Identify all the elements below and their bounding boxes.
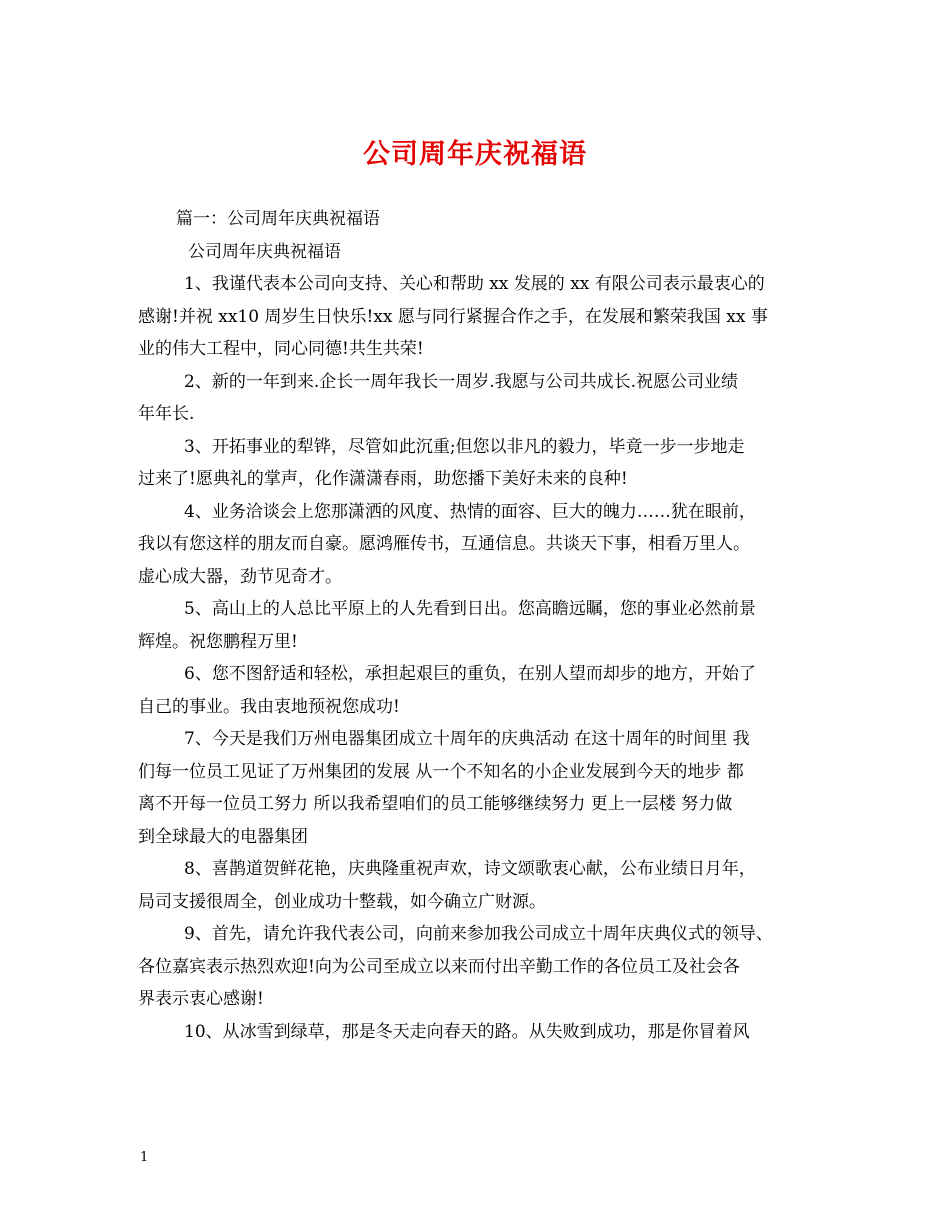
text-line: 10、从冰雪到绿草，那是冬天走向春天的路。从失败到成功，那是你冒着风 <box>184 1021 750 1042</box>
document-body <box>138 203 818 1048</box>
text-line: 过来了!愿典礼的掌声，化作潇潇春雨，助您播下美好未来的良种! <box>138 469 628 489</box>
text-line: 2、新的一年到来.企长一周年我长一周岁.我愿与公司共成长.祝愿公司业绩 <box>184 371 739 392</box>
text-line: 业的伟大工程中，同心同德!共生共荣! <box>138 339 424 359</box>
text-line: 4、业务洽谈会上您那潇洒的风度、热情的面容、巨大的魄力……犹在眼前， <box>184 501 756 522</box>
text-line: 公司周年庆典祝福语 <box>188 241 341 262</box>
text-line: 到全球最大的电器集团 <box>138 826 308 847</box>
text-line: 篇一：公司周年庆典祝福语 <box>176 209 380 229</box>
text-line: 自己的事业。我由衷地预祝您成功! <box>138 696 400 717</box>
text-line: 1、我谨代表本公司向支持、关心和帮助 xx 发展的 xx 有限公司表示最衷心的 <box>184 274 765 294</box>
text-line: 7、今天是我们万州电器集团成立十周年的庆典活动 在这十周年的时间里 我 <box>184 729 750 749</box>
text-line: 各位嘉宾表示热烈欢迎!向为公司至成立以来而付出辛勤工作的各位员工及社会各 <box>138 956 740 977</box>
text-line: 感谢!并祝 xx10 周岁生日快乐!xx 愿与同行紧握合作之手，在发展和繁荣我国 xx 事 <box>138 306 768 327</box>
text-line: 3、开拓事业的犁铧，尽管如此沉重;但您以非凡的毅力，毕竟一步一步地走 <box>184 436 745 457</box>
text-line: 离不开每一位员工努力 所以我希望咱们的员工能够继续努力 更上一层楼 努力做 <box>138 794 733 814</box>
text-line: 我以有您这样的朋友而自豪。愿鸿雁传书，互通信息。共谈天下事，相看万里人。 <box>138 534 750 554</box>
text-line: 5、高山上的人总比平原上的人先看到日出。您高瞻远瞩，您的事业必然前景 <box>184 599 756 619</box>
text-line: 们每一位员工见证了万州集团的发展 从一个不知名的小企业发展到今天的地步 都 <box>138 761 744 782</box>
text-line: 局司支援很周全，创业成功十整载，如今确立广财源。 <box>138 891 546 912</box>
text-line: 虚心成大器，劲节见奇才。 <box>138 566 342 587</box>
text-line: 界表示衷心感谢! <box>138 989 264 1009</box>
text-line: 6、您不图舒适和轻松，承担起艰巨的重负，在别人望而却步的地方，开始了 <box>184 664 756 684</box>
document-title: 公司周年庆祝福语 <box>363 139 587 170</box>
text-line: 年年长. <box>138 404 195 424</box>
page-number: 1 <box>140 1150 149 1165</box>
text-line: 8、喜鹊道贺鲜花艳，庆典隆重祝声欢，诗文颂歌衷心献，公布业绩日月年， <box>184 859 756 879</box>
text-line: 9、首先，请允许我代表公司，向前来参加我公司成立十周年庆典仪式的领导、 <box>184 924 773 944</box>
text-line: 辉煌。祝您鹏程万里! <box>138 631 298 652</box>
